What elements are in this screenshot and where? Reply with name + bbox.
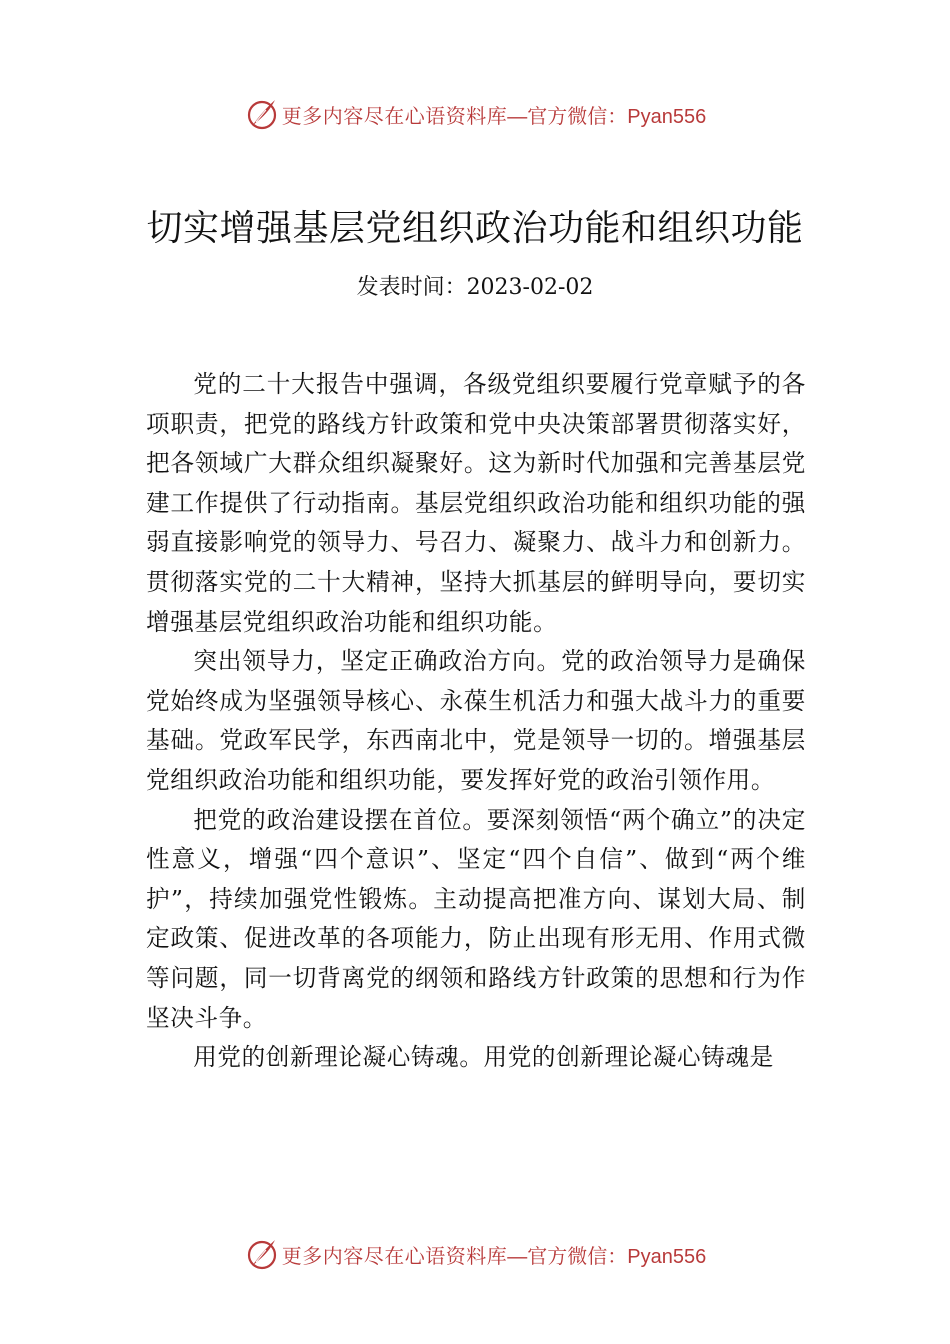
publish-date: 发表时间：2023-02-02 — [356, 275, 594, 300]
banner-wechat: —官方微信：Pyan556 — [507, 1245, 707, 1268]
footer-banner — [0, 1232, 950, 1276]
document-title: 切实增强基层党组织政治功能和组织功能 — [146, 208, 804, 249]
banner-text: 更多内容尽在心语资料库 — [281, 1243, 508, 1268]
paragraph: 突出领导力，坚定正确政治方向。党的政治领导力是确保党始终成为坚强领导核心、永葆生机活力和强大战斗力的重要基础。党政军民学，东西南北中，党是领导一切的。增强基层党组织政治功能和组织功能，要发挥好党的政治引领作用。 — [146, 647, 806, 794]
paragraph: 用党的创新理论凝心铸魂。用党的创新理论凝心铸魂是 — [193, 1043, 774, 1072]
paragraph: 把党的政治建设摆在首位。要深刻领悟“两个确立”的决定性意义，增强“四个意识”、坚定“四个自信”、做到“两个维护”，持续加强党性锻炼。主动提高把准方向、谋划大局、制定政策、促进改革的各项能力，防止出现有形无用、作用式微等问题，同一切背离党的纲领和路线方针政策的思想和行为作坚决斗争。 — [146, 805, 806, 1032]
header-banner — [0, 92, 950, 136]
banner-wechat: —官方微信：Pyan556 — [507, 105, 707, 128]
document-body — [146, 365, 806, 1078]
feather-pen-circle-icon — [244, 96, 280, 132]
banner-text: 更多内容尽在心语资料库 — [281, 103, 508, 128]
paragraph: 党的二十大报告中强调，各级党组织要履行党章赋予的各项职责，把党的路线方针政策和党中央决策部署贯彻落实好，把各领域广大群众组织凝聚好。这为新时代加强和完善基层党建工作提供了行动指南。基层党组织政治功能和组织功能的强弱直接影响党的领导力、号召力、凝聚力、战斗力和创新力。贯彻落实党的二十大精神，坚持大抓基层的鲜明导向，要切实增强基层党组织政治功能和组织功能。 — [146, 370, 806, 636]
feather-pen-circle-icon — [244, 1236, 280, 1272]
